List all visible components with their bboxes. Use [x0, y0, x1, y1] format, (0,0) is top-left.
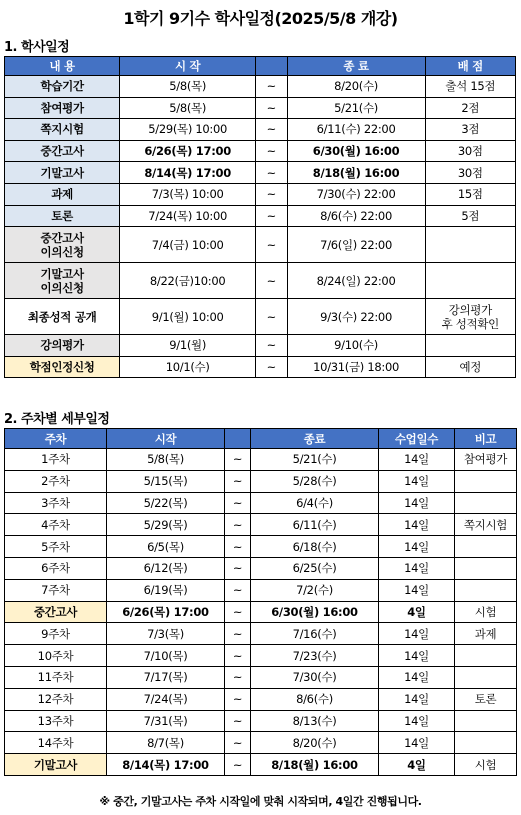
end-cell: 9/3(수) 22:00 — [287, 299, 425, 335]
remark-cell: 참여평가 — [455, 449, 517, 471]
separator-cell: ~ — [225, 449, 251, 471]
separator-cell: ~ — [255, 299, 287, 335]
separator-cell: ~ — [255, 335, 287, 357]
row-label: 강의평가 — [5, 335, 120, 357]
days-cell: 14일 — [379, 536, 455, 558]
separator-cell: ~ — [255, 263, 287, 299]
start-cell: 9/1(월) 10:00 — [120, 299, 256, 335]
remark-cell: 쪽지시험 — [455, 514, 517, 536]
end-cell: 6/30(월) 16:00 — [287, 140, 425, 162]
row-label: 학습기간 — [5, 76, 120, 98]
start-cell: 8/7(목) — [107, 732, 225, 754]
row-label: 토론 — [5, 205, 120, 227]
table-row — [5, 97, 516, 119]
separator-cell: ~ — [225, 754, 251, 776]
table-row — [5, 645, 517, 667]
start-cell: 5/15(목) — [107, 470, 225, 492]
days-cell: 14일 — [379, 470, 455, 492]
separator-cell: ~ — [225, 688, 251, 710]
table-row — [5, 688, 517, 710]
table-row — [5, 623, 517, 645]
days-cell: 14일 — [379, 514, 455, 536]
week-cell: 기말고사 — [5, 754, 107, 776]
table-row — [5, 470, 517, 492]
days-cell: 14일 — [379, 449, 455, 471]
table-row — [5, 732, 517, 754]
table-row — [5, 601, 517, 623]
row-label: 기말고사 — [5, 162, 120, 184]
score-cell: 30점 — [425, 162, 515, 184]
table-row — [5, 119, 516, 141]
end-cell: 8/18(월) 16:00 — [287, 162, 425, 184]
table-row — [5, 356, 516, 378]
week-cell: 11주차 — [5, 666, 107, 688]
end-cell: 6/11(수) — [251, 514, 379, 536]
days-cell: 4일 — [379, 601, 455, 623]
week-cell: 3주차 — [5, 492, 107, 514]
end-cell: 9/10(수) — [287, 335, 425, 357]
end-cell: 5/28(수) — [251, 470, 379, 492]
week-cell: 12주차 — [5, 688, 107, 710]
days-cell: 14일 — [379, 688, 455, 710]
end-cell: 6/18(수) — [251, 536, 379, 558]
week-cell: 6주차 — [5, 557, 107, 579]
row-label: 중간고사 — [5, 140, 120, 162]
header-start: 시 작 — [120, 57, 256, 76]
separator-cell: ~ — [255, 140, 287, 162]
separator-cell: ~ — [225, 579, 251, 601]
days-cell: 14일 — [379, 492, 455, 514]
separator-cell: ~ — [255, 356, 287, 378]
remark-cell — [455, 732, 517, 754]
separator-cell: ~ — [225, 536, 251, 558]
end-cell: 10/31(금) 18:00 — [287, 356, 425, 378]
header-end: 종료 — [251, 429, 379, 449]
separator-cell: ~ — [255, 119, 287, 141]
remark-cell — [455, 710, 517, 732]
score-cell: 출석 15점 — [425, 76, 515, 98]
header-start: 시작 — [107, 429, 225, 449]
days-cell: 14일 — [379, 666, 455, 688]
row-label: 중간고사 이의신청 — [5, 227, 120, 263]
row-label: 학점인정신청 — [5, 356, 120, 378]
score-cell: 3점 — [425, 119, 515, 141]
score-cell: 30점 — [425, 140, 515, 162]
document-title: 1학기 9기수 학사일정(2025/5/8 개강) — [123, 9, 398, 28]
row-label: 쪽지시험 — [5, 119, 120, 141]
week-cell: 중간고사 — [5, 601, 107, 623]
start-cell: 8/22(금)10:00 — [120, 263, 256, 299]
table-row — [5, 492, 517, 514]
table-row — [5, 299, 516, 335]
score-cell: 강의평가 후 성적확인 — [425, 299, 515, 335]
days-cell: 14일 — [379, 732, 455, 754]
start-cell: 5/8(목) — [120, 97, 256, 119]
remark-cell — [455, 536, 517, 558]
remark-cell: 토론 — [455, 688, 517, 710]
week-cell: 10주차 — [5, 645, 107, 667]
start-cell: 7/31(목) — [107, 710, 225, 732]
start-cell: 7/4(금) 10:00 — [120, 227, 256, 263]
start-cell: 5/29(목) — [107, 514, 225, 536]
end-cell: 8/20(수) — [251, 732, 379, 754]
start-cell: 7/17(목) — [107, 666, 225, 688]
section1-heading: 1. 학사일정 — [4, 40, 70, 55]
table-row — [5, 666, 517, 688]
days-cell: 14일 — [379, 557, 455, 579]
row-label: 최종성적 공개 — [5, 299, 120, 335]
start-cell: 6/26(목) 17:00 — [120, 140, 256, 162]
table-row — [5, 449, 517, 471]
end-cell: 8/13(수) — [251, 710, 379, 732]
start-cell: 6/26(목) 17:00 — [107, 601, 225, 623]
footnote: ※ 중간, 기말고사는 주차 시작일에 맞춰 시작되며, 4일간 진행됩니다. — [99, 795, 422, 808]
days-cell: 14일 — [379, 710, 455, 732]
table-row — [5, 335, 516, 357]
start-cell: 6/12(목) — [107, 557, 225, 579]
end-cell: 7/30(수) — [251, 666, 379, 688]
section2-heading: 2. 주차별 세부일정 — [4, 412, 110, 427]
header-separator — [255, 57, 287, 76]
start-cell: 6/19(목) — [107, 579, 225, 601]
separator-cell: ~ — [255, 183, 287, 205]
start-cell: 5/29(목) 10:00 — [120, 119, 256, 141]
separator-cell: ~ — [255, 205, 287, 227]
separator-cell: ~ — [225, 601, 251, 623]
row-label: 과제 — [5, 183, 120, 205]
separator-cell: ~ — [225, 514, 251, 536]
table-row — [5, 162, 516, 184]
remark-cell: 시험 — [455, 754, 517, 776]
separator-cell: ~ — [225, 623, 251, 645]
separator-cell: ~ — [225, 492, 251, 514]
academic-schedule-table — [4, 56, 516, 378]
weekly-schedule-table — [4, 428, 517, 776]
end-cell: 8/24(일) 22:00 — [287, 263, 425, 299]
remark-cell: 과제 — [455, 623, 517, 645]
end-cell: 6/30(월) 16:00 — [251, 601, 379, 623]
end-cell: 6/25(수) — [251, 557, 379, 579]
header-content: 내 용 — [5, 57, 120, 76]
remark-cell — [455, 492, 517, 514]
table-row — [5, 183, 516, 205]
separator-cell: ~ — [255, 227, 287, 263]
week-cell: 5주차 — [5, 536, 107, 558]
week-cell: 1주차 — [5, 449, 107, 471]
remark-cell — [455, 645, 517, 667]
end-cell: 8/20(수) — [287, 76, 425, 98]
table-row — [5, 514, 517, 536]
table-row — [5, 710, 517, 732]
end-cell: 6/4(수) — [251, 492, 379, 514]
remark-cell — [455, 579, 517, 601]
end-cell: 7/23(수) — [251, 645, 379, 667]
separator-cell: ~ — [225, 557, 251, 579]
remark-cell — [455, 470, 517, 492]
days-cell: 14일 — [379, 579, 455, 601]
header-score: 배 점 — [425, 57, 515, 76]
start-cell: 7/24(목) 10:00 — [120, 205, 256, 227]
score-cell: 15점 — [425, 183, 515, 205]
separator-cell: ~ — [255, 97, 287, 119]
remark-cell — [455, 557, 517, 579]
score-cell: 5점 — [425, 205, 515, 227]
start-cell: 10/1(수) — [120, 356, 256, 378]
score-cell — [425, 227, 515, 263]
start-cell: 9/1(월) — [120, 335, 256, 357]
week-cell: 14주차 — [5, 732, 107, 754]
score-cell: 예정 — [425, 356, 515, 378]
header-end: 종 료 — [287, 57, 425, 76]
table-row — [5, 579, 517, 601]
table-row — [5, 754, 517, 776]
days-cell: 4일 — [379, 754, 455, 776]
separator-cell: ~ — [255, 76, 287, 98]
table-row — [5, 263, 516, 299]
start-cell: 6/5(목) — [107, 536, 225, 558]
start-cell: 8/14(목) 17:00 — [120, 162, 256, 184]
end-cell: 6/11(수) 22:00 — [287, 119, 425, 141]
end-cell: 7/2(수) — [251, 579, 379, 601]
separator-cell: ~ — [225, 645, 251, 667]
header-separator — [225, 429, 251, 449]
week-cell: 2주차 — [5, 470, 107, 492]
end-cell: 8/6(수) — [251, 688, 379, 710]
separator-cell: ~ — [225, 710, 251, 732]
separator-cell: ~ — [225, 732, 251, 754]
end-cell: 7/30(수) 22:00 — [287, 183, 425, 205]
days-cell: 14일 — [379, 623, 455, 645]
table-row — [5, 205, 516, 227]
end-cell: 5/21(수) — [251, 449, 379, 471]
week-cell: 9주차 — [5, 623, 107, 645]
score-cell: 2점 — [425, 97, 515, 119]
separator-cell: ~ — [225, 470, 251, 492]
score-cell — [425, 263, 515, 299]
header-class-days: 수업일수 — [379, 429, 455, 449]
row-label: 기말고사 이의신청 — [5, 263, 120, 299]
table-row — [5, 536, 517, 558]
days-cell: 14일 — [379, 645, 455, 667]
start-cell: 7/3(목) — [107, 623, 225, 645]
score-cell — [425, 335, 515, 357]
end-cell: 7/6(일) 22:00 — [287, 227, 425, 263]
start-cell: 7/3(목) 10:00 — [120, 183, 256, 205]
end-cell: 7/16(수) — [251, 623, 379, 645]
start-cell: 5/22(목) — [107, 492, 225, 514]
start-cell: 8/14(목) 17:00 — [107, 754, 225, 776]
start-cell: 5/8(목) — [107, 449, 225, 471]
header-week: 주차 — [5, 429, 107, 449]
table-row — [5, 76, 516, 98]
start-cell: 7/24(목) — [107, 688, 225, 710]
start-cell: 7/10(목) — [107, 645, 225, 667]
remark-cell — [455, 666, 517, 688]
header-remarks: 비고 — [455, 429, 517, 449]
week-cell: 13주차 — [5, 710, 107, 732]
row-label: 참여평가 — [5, 97, 120, 119]
week-cell: 4주차 — [5, 514, 107, 536]
table-row — [5, 557, 517, 579]
table-row — [5, 227, 516, 263]
separator-cell: ~ — [225, 666, 251, 688]
end-cell: 8/18(월) 16:00 — [251, 754, 379, 776]
remark-cell: 시험 — [455, 601, 517, 623]
end-cell: 5/21(수) — [287, 97, 425, 119]
table-row — [5, 140, 516, 162]
week-cell: 7주차 — [5, 579, 107, 601]
start-cell: 5/8(목) — [120, 76, 256, 98]
end-cell: 8/6(수) 22:00 — [287, 205, 425, 227]
separator-cell: ~ — [255, 162, 287, 184]
